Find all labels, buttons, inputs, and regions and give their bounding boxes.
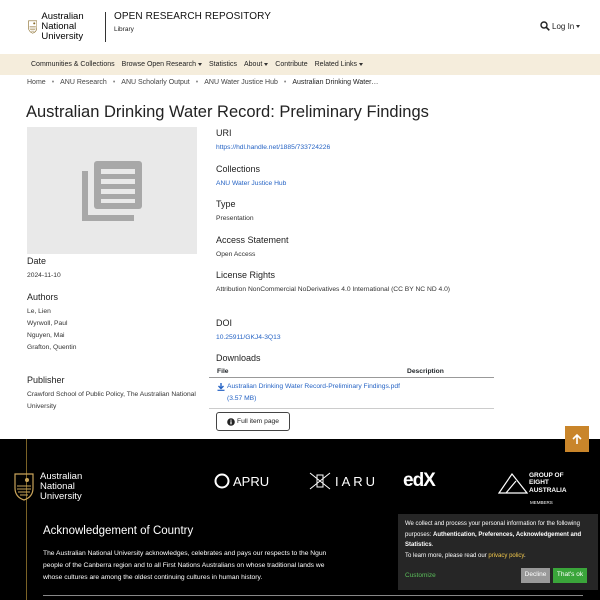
doi-link[interactable]: 10.25911/GKJ4-3Q13 bbox=[216, 334, 281, 341]
nav-contribute[interactable] bbox=[275, 61, 307, 68]
arrow-up-icon bbox=[572, 434, 582, 445]
item-thumbnail bbox=[27, 127, 197, 254]
iaru-logo[interactable] bbox=[309, 472, 378, 490]
apru-ring-icon bbox=[214, 473, 230, 489]
breadcrumb-separator: • bbox=[112, 79, 116, 86]
anu-footer-text: Australian National University bbox=[40, 471, 83, 502]
author-item[interactable]: Wyrwoll, Paul bbox=[27, 320, 68, 327]
date-label: Date bbox=[27, 256, 47, 266]
breadcrumb-water-justice-hub[interactable]: ANU Water Justice Hub bbox=[204, 79, 278, 86]
collections-label: Collections bbox=[216, 164, 261, 174]
repo-subtitle: Library bbox=[114, 26, 134, 33]
ack-line: The Australian National University acknowledges, celebrates and pays our respects to the Ngun bbox=[43, 550, 327, 557]
chevron-down-icon bbox=[264, 63, 268, 66]
anu-footer-logo[interactable] bbox=[14, 472, 100, 502]
logo-text: Australian National University bbox=[41, 11, 84, 42]
breadcrumb-current: Australian Drinking Water… bbox=[292, 79, 379, 86]
login-button[interactable] bbox=[552, 22, 580, 31]
apru-logo[interactable] bbox=[214, 473, 269, 489]
cookie-decline-button[interactable]: Decline bbox=[521, 568, 550, 583]
nav-label: About bbox=[244, 61, 263, 68]
access-value: Open Access bbox=[216, 251, 256, 258]
go8-members: MEMBERS bbox=[530, 500, 553, 505]
anu-logo[interactable] bbox=[28, 12, 106, 42]
ack-line: whose cultures are among the oldest continuing cultures in human history. bbox=[43, 574, 263, 581]
cookie-accept-button[interactable]: That's ok bbox=[553, 568, 587, 583]
file-download-link[interactable]: Australian Drinking Water Record-Preliminary Findings.pdf (3.57 MB) bbox=[227, 383, 400, 402]
info-icon bbox=[227, 418, 235, 426]
authors-label: Authors bbox=[27, 292, 59, 302]
iaru-emblem-icon bbox=[309, 472, 331, 490]
go8-logo[interactable] bbox=[498, 471, 567, 495]
breadcrumb-home[interactable]: Home bbox=[27, 79, 46, 86]
main-nav bbox=[0, 54, 600, 75]
repo-title[interactable]: OPEN RESEARCH REPOSITORY bbox=[114, 11, 272, 22]
author-item[interactable]: Nguyen, Mai bbox=[27, 332, 65, 339]
acknowledgement-text bbox=[43, 548, 403, 584]
edx-logo[interactable]: edX bbox=[403, 470, 435, 491]
license-label: License Rights bbox=[216, 270, 276, 280]
iaru-text: IARU bbox=[335, 473, 379, 489]
nav-related-links[interactable] bbox=[315, 61, 363, 68]
author-item[interactable]: Le, Lien bbox=[27, 308, 51, 315]
full-item-page-button[interactable] bbox=[216, 412, 290, 431]
collection-link[interactable]: ANU Water Justice Hub bbox=[216, 180, 287, 187]
nav-label: Browse Open Research bbox=[121, 61, 196, 68]
cookie-learn-more: To learn more, please read our bbox=[405, 552, 489, 559]
go8-text: GROUP OF EIGHT AUSTRALIA bbox=[529, 471, 567, 494]
table-row bbox=[209, 378, 494, 409]
nav-statistics[interactable] bbox=[209, 61, 237, 68]
breadcrumb bbox=[27, 79, 378, 86]
search-icon[interactable] bbox=[540, 21, 550, 31]
ack-line: people of the Canberra region and to all First Nations Australians on whose traditional lands we bbox=[43, 562, 325, 569]
breadcrumb-separator: • bbox=[51, 79, 55, 86]
cookie-text-period: . bbox=[431, 542, 434, 548]
site-header bbox=[0, 0, 600, 54]
downloads-table bbox=[209, 366, 494, 409]
uri-link[interactable]: https://hdl.handle.net/1885/733724226 bbox=[216, 144, 331, 151]
nav-communities[interactable] bbox=[31, 61, 115, 68]
publisher-label: Publisher bbox=[27, 375, 65, 385]
type-value: Presentation bbox=[216, 215, 254, 222]
doi-label: DOI bbox=[216, 318, 233, 328]
file-cell bbox=[217, 381, 407, 405]
nav-label: Statistics bbox=[208, 61, 237, 68]
nav-label: Contribute bbox=[275, 61, 308, 68]
footer-divider bbox=[43, 595, 583, 596]
acknowledgement-title: Acknowledgement of Country bbox=[43, 525, 194, 537]
header-divider bbox=[105, 12, 106, 42]
back-to-top-button[interactable] bbox=[565, 426, 589, 452]
cookie-banner bbox=[398, 514, 598, 590]
access-label: Access Statement bbox=[216, 235, 289, 245]
publisher-value: Crawford School of Public Policy, The Australian National University bbox=[27, 391, 196, 410]
table-header bbox=[209, 366, 494, 378]
license-value: Attribution NonCommercial NoDerivatives 4.0 International (CC BY NC ND 4.0) bbox=[216, 286, 451, 293]
breadcrumb-anu-research[interactable]: ANU Research bbox=[60, 79, 107, 86]
file-column-header: File bbox=[217, 368, 229, 375]
nav-browse[interactable] bbox=[122, 61, 202, 68]
login-label: Log In bbox=[552, 22, 575, 31]
author-item[interactable]: Grafton, Quentin bbox=[27, 344, 77, 351]
breadcrumb-separator: • bbox=[195, 79, 199, 86]
nav-about[interactable] bbox=[244, 61, 268, 68]
document-list-icon bbox=[82, 161, 142, 221]
uri-label: URI bbox=[216, 128, 232, 138]
chevron-down-icon bbox=[359, 63, 363, 66]
nav-label: Related Links bbox=[314, 61, 358, 68]
apru-text: APRU bbox=[233, 473, 270, 489]
description-column-header: Description bbox=[407, 368, 444, 375]
cookie-text: We collect and process your personal information for the following purposes: bbox=[405, 521, 580, 538]
anu-crest-icon bbox=[14, 473, 34, 501]
cookie-customize-button[interactable]: Customize bbox=[405, 572, 436, 579]
date-value: 2024-11-10 bbox=[27, 272, 61, 279]
chevron-down-icon bbox=[198, 63, 202, 66]
page-title: Australian Drinking Water Record: Preliminary Findings bbox=[26, 103, 429, 121]
privacy-policy-link[interactable]: privacy policy bbox=[488, 552, 524, 559]
cookie-text-end: . bbox=[523, 552, 526, 559]
type-label: Type bbox=[216, 199, 236, 209]
cookie-purposes: Authentication, Preferences, Acknowledgement and Statistics bbox=[405, 531, 582, 548]
anu-crest-icon bbox=[28, 14, 37, 40]
footer-stripe bbox=[26, 439, 27, 600]
full-item-label: Full item page bbox=[236, 418, 279, 425]
nav-label: Communities & Collections bbox=[31, 61, 115, 68]
cookie-actions bbox=[398, 567, 598, 585]
breadcrumb-separator: • bbox=[283, 79, 287, 86]
download-icon bbox=[217, 383, 225, 391]
downloads-label: Downloads bbox=[216, 353, 261, 363]
breadcrumb-scholarly-output[interactable]: ANU Scholarly Output bbox=[121, 79, 190, 86]
go8-mountain-icon bbox=[498, 471, 528, 495]
chevron-down-icon bbox=[576, 25, 580, 28]
